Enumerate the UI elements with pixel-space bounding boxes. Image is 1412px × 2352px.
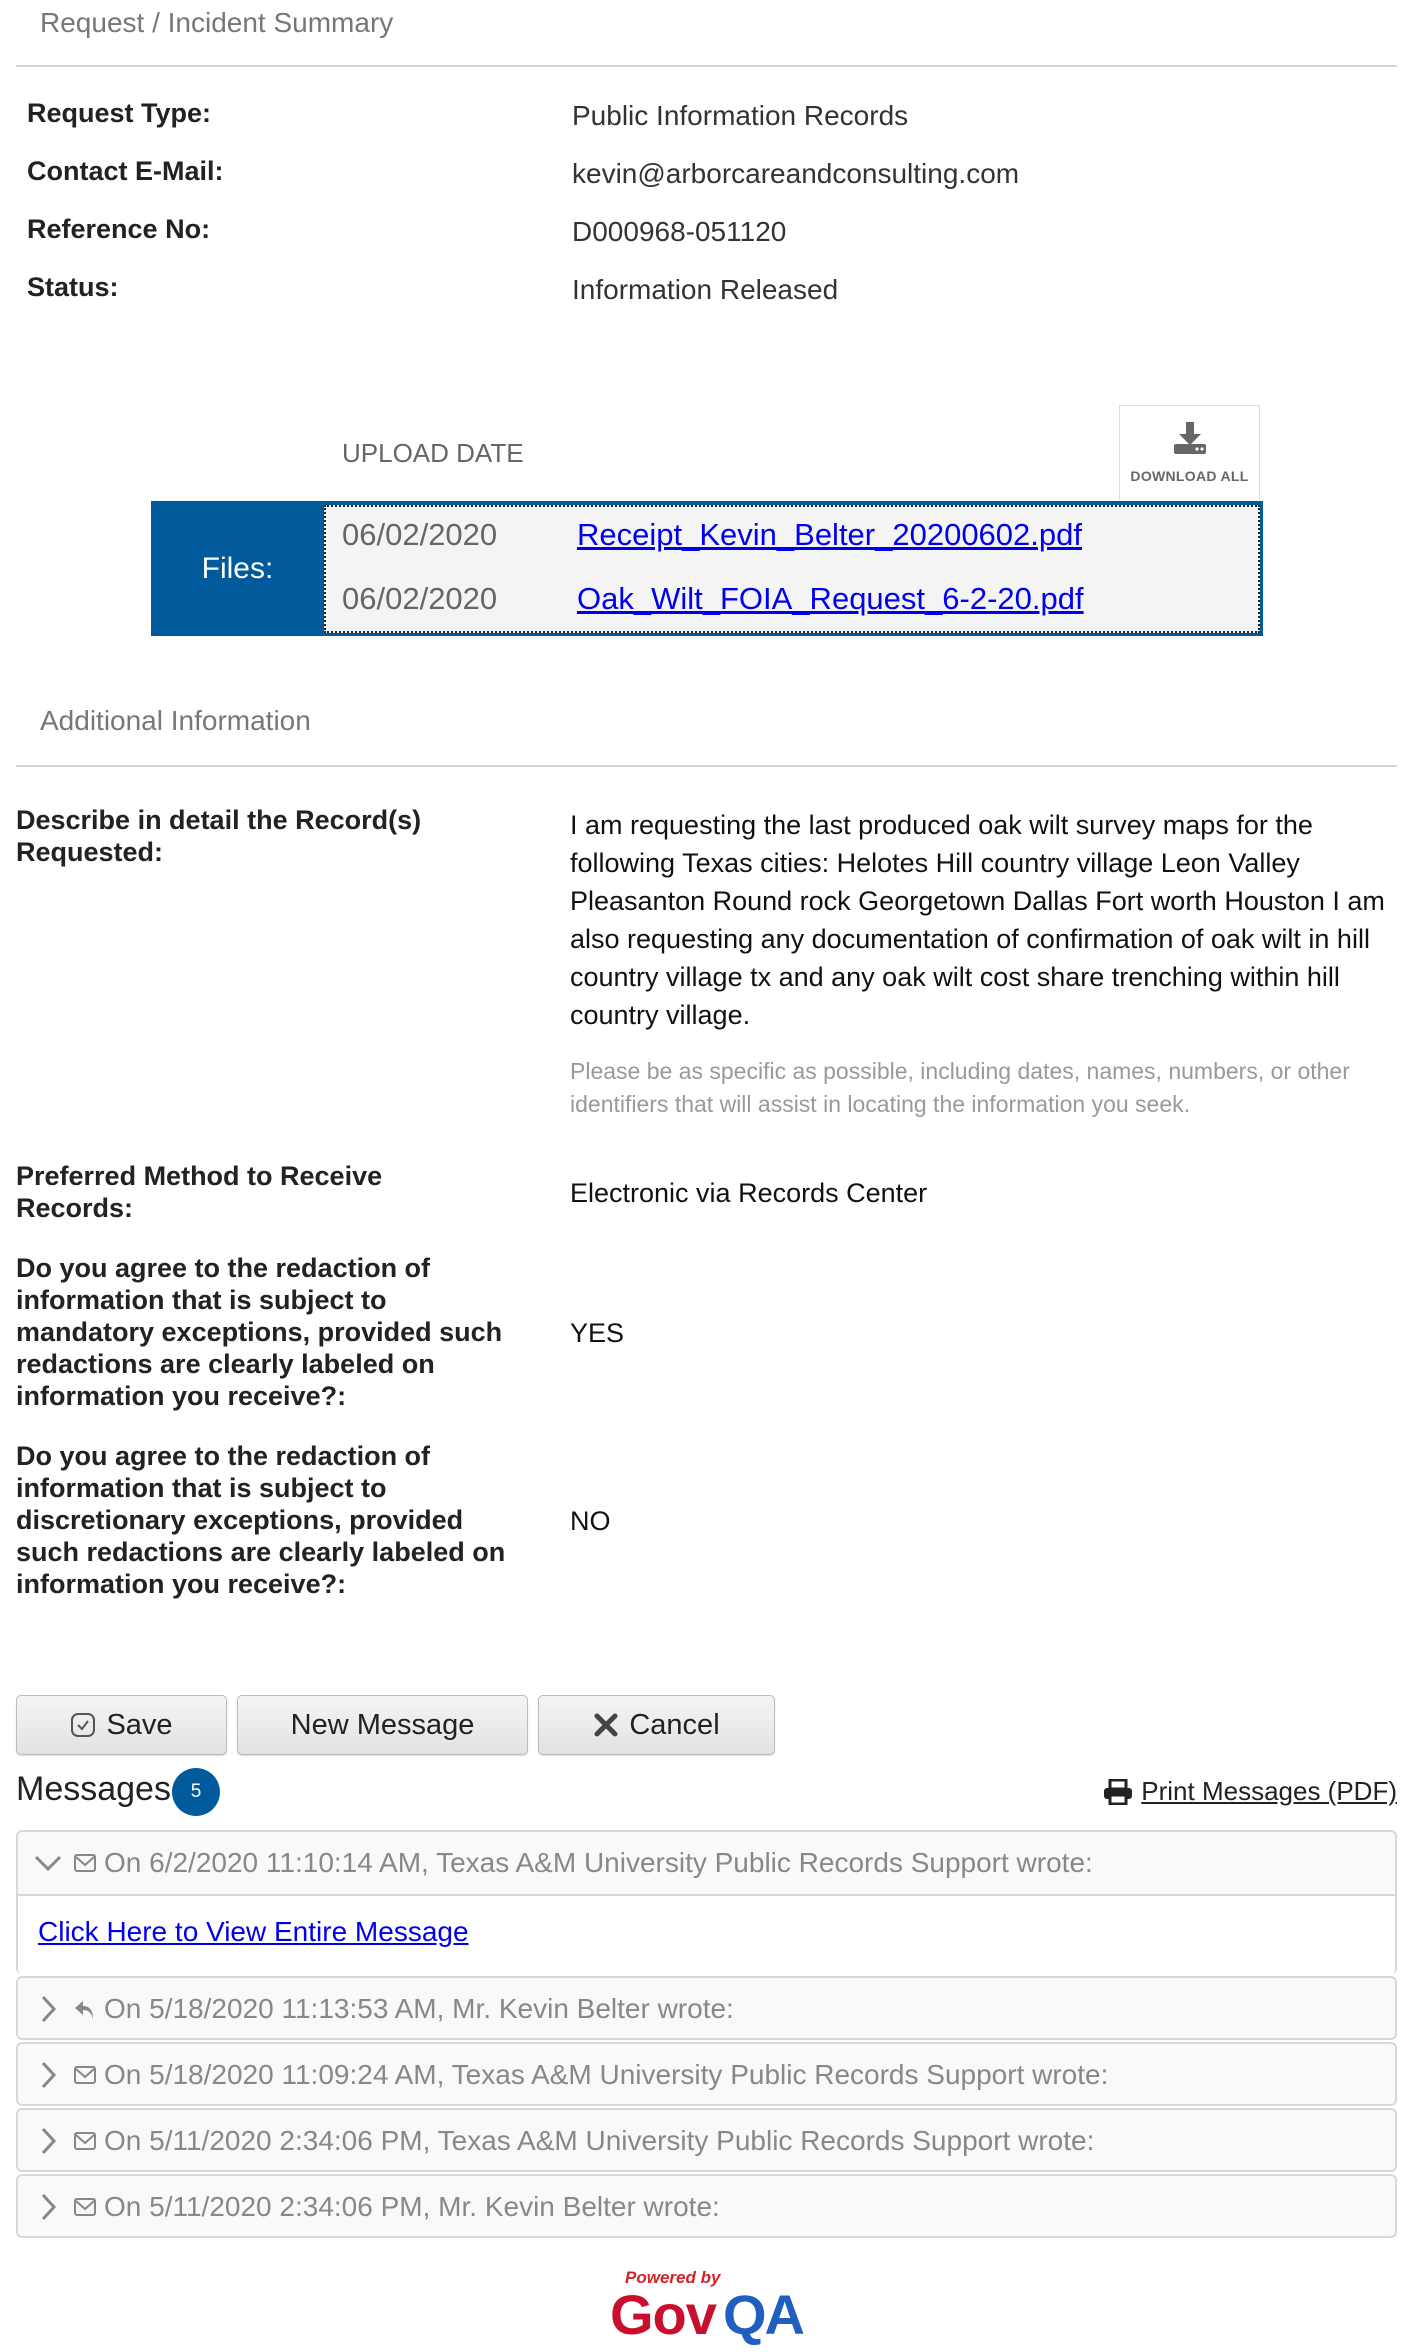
- files-panel: [151, 501, 1263, 636]
- message-header[interactable]: [18, 2110, 1395, 2172]
- cancel-label: Cancel: [629, 1708, 720, 1741]
- mandatory-redaction-value: YES: [570, 1318, 625, 1348]
- message-header-text: On 5/11/2020 2:34:06 PM, Mr. Kevin Belter wrote:: [104, 2191, 720, 2222]
- cancel-button[interactable]: [538, 1695, 775, 1755]
- request-type-value: Public Information Records: [572, 100, 909, 131]
- additional-divider: [16, 765, 1397, 767]
- envelope-icon: [70, 1852, 100, 1874]
- status-value: Information Released: [572, 274, 839, 305]
- file-link[interactable]: Oak_Wilt_FOIA_Request_6-2-20.pdf: [577, 581, 1084, 616]
- logo-qa-text: QA: [723, 2283, 803, 2346]
- govqa-logo: [610, 2268, 810, 2344]
- files-list: [324, 505, 1260, 633]
- envelope-icon: [70, 2130, 100, 2152]
- powered-by-text: Powered by: [625, 2268, 721, 2287]
- contact-email-label: Contact E-Mail:: [27, 156, 224, 186]
- download-all-label: DOWNLOAD ALL: [1130, 468, 1249, 484]
- describe-records-label: Describe in detail the Record(s) Requested:: [16, 805, 422, 867]
- message-item: [16, 1976, 1397, 2040]
- messages-title: Messages: [16, 1770, 171, 1808]
- chevron-right-icon[interactable]: [26, 1994, 70, 2024]
- envelope-icon: [70, 2196, 100, 2218]
- status-label: Status:: [27, 272, 119, 302]
- message-header[interactable]: [18, 2176, 1395, 2238]
- message-header-text: On 5/11/2020 2:34:06 PM, Texas A&M University Public Records Support wrote:: [104, 2125, 1095, 2156]
- preferred-method-value: Electronic via Records Center: [570, 1178, 928, 1208]
- chevron-down-icon[interactable]: [26, 1853, 70, 1873]
- discretionary-redaction-value: NO: [570, 1506, 611, 1536]
- file-row: [326, 507, 1258, 567]
- printer-icon: [1103, 1779, 1133, 1805]
- upload-date-column-header: UPLOAD DATE: [342, 438, 524, 468]
- message-header[interactable]: [18, 1832, 1395, 1894]
- message-header-text: On 5/18/2020 11:13:53 AM, Mr. Kevin Belter wrote:: [104, 1993, 734, 2024]
- message-header[interactable]: [18, 2044, 1395, 2106]
- download-all-button[interactable]: [1119, 405, 1260, 500]
- print-messages-label: Print Messages (PDF): [1141, 1776, 1397, 1806]
- message-item: [16, 2108, 1397, 2172]
- save-label: Save: [106, 1708, 173, 1741]
- message-header[interactable]: [18, 1978, 1395, 2040]
- describe-records-hint: Please be as specific as possible, including dates, names, numbers, or other identifiers that will assist in locating the information you seek.: [570, 1058, 1350, 1117]
- file-row: [326, 571, 1258, 631]
- message-item: [16, 2174, 1397, 2238]
- new-message-button[interactable]: [237, 1695, 528, 1755]
- reference-no-label: Reference No:: [27, 214, 211, 244]
- discretionary-redaction-label: Do you agree to the redaction of information that is subject to discretionary exceptions, provided such redactions are clearly labeled on information you receive?:: [16, 1441, 506, 1599]
- chevron-right-icon[interactable]: [26, 2126, 70, 2156]
- message-body: [18, 1894, 1395, 1975]
- mandatory-redaction-label: Do you agree to the redaction of information that is subject to mandatory exceptions, provided such redactions are clearly labeled on information you receive?:: [16, 1253, 503, 1411]
- additional-section-title: Additional Information: [40, 705, 311, 736]
- describe-records-value: I am requesting the last produced oak wilt survey maps for the following Texas cities: Helotes Hill country village Leon Valley Pleasanton Round rock Georgetown Dallas Fort worth Houston I am also requesting any documentation of confirmation of oak wilt in hill country village tx and any oak wilt cost share trenching within hill country village.: [570, 810, 1385, 1030]
- message-header-text: On 6/2/2020 11:10:14 AM, Texas A&M University Public Records Support wrote:: [104, 1847, 1093, 1878]
- download-icon: [1172, 420, 1208, 456]
- logo-gov-text: Gov: [610, 2283, 716, 2346]
- reference-no-value: D000968-051120: [572, 216, 787, 247]
- file-upload-date: 06/02/2020: [342, 581, 498, 616]
- save-button[interactable]: [16, 1695, 227, 1755]
- new-message-label: New Message: [290, 1708, 475, 1741]
- chevron-right-icon[interactable]: [26, 2192, 70, 2222]
- reply-icon: [70, 1997, 100, 2021]
- print-messages-link[interactable]: [1103, 1776, 1397, 1807]
- summary-section-title: Request / Incident Summary: [40, 7, 394, 38]
- message-item: [16, 1830, 1397, 1974]
- message-item: [16, 2042, 1397, 2106]
- file-upload-date: 06/02/2020: [342, 517, 498, 552]
- request-type-label: Request Type:: [27, 98, 212, 128]
- envelope-icon: [70, 2064, 100, 2086]
- files-label: Files:: [201, 552, 274, 585]
- chevron-right-icon[interactable]: [26, 2060, 70, 2090]
- messages-count-badge: 5: [172, 1768, 220, 1816]
- message-header-text: On 5/18/2020 11:09:24 AM, Texas A&M University Public Records Support wrote:: [104, 2059, 1109, 2090]
- view-entire-message-link[interactable]: Click Here to View Entire Message: [38, 1916, 469, 1947]
- check-square-icon: [70, 1712, 96, 1738]
- preferred-method-label: Preferred Method to Receive Records:: [16, 1161, 383, 1223]
- contact-email-value: kevin@arborcareandconsulting.com: [572, 158, 1020, 189]
- summary-divider: [16, 65, 1397, 67]
- close-icon: [593, 1712, 619, 1738]
- file-link[interactable]: Receipt_Kevin_Belter_20200602.pdf: [577, 517, 1082, 552]
